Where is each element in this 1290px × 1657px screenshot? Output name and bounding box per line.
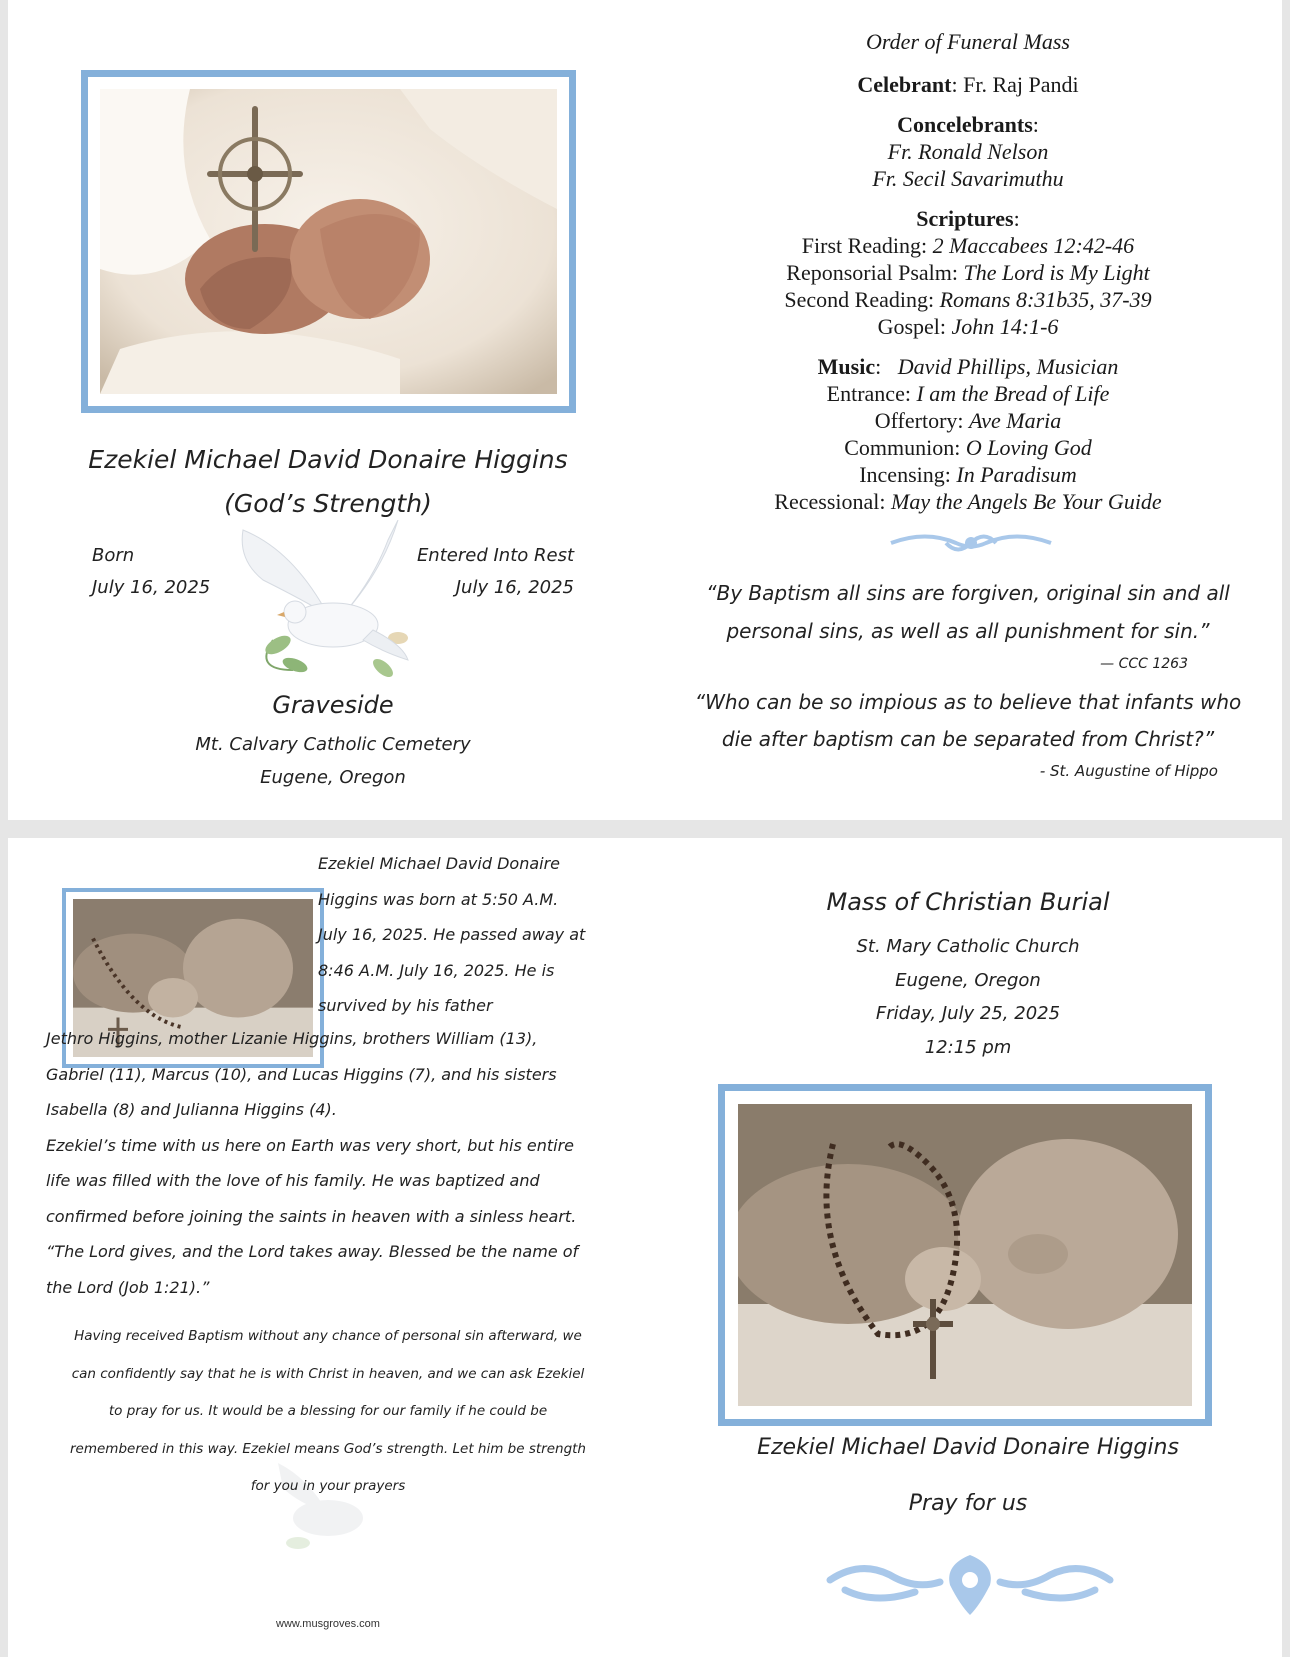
program-outside-page: Ezekiel Michael David Donaire Higgins (God’s Strength) Born July 16, 2025 Entered Into Rest July 16, 2025 Graveside Mt. Calvary Catholic Cemetery Eugene, Oregon Order of Funeral Mass Celebrant: Fr. Raj Pandi Concelebrants: Fr. Ronald Nelson Fr. Secil Savarimuthu Scriptures: First Reading: 2 Maccabees 12:42-46 Reponsorial Psalm: The Lord is My Light Second Reading: Romans 8:31b35, 37-39 Gospel: John 14:1-6 Music: David Phillips, Musician Entrance: I am the Bread of Life Offertory: Ave Maria Communion: O Loving God Incensing: In Paradisum Recessional: May the Angels Be Your Guide “By Baptism all sins are forgiven, original sin and all personal sins, as well as all punishment for sin.” — CCC 1263 “Who can be so impious as to believe that infants who die after baptism can be separated from Christ?” - St. Augustine of Hippo xyxy=(8,0,1282,820)
concelebrant-1: Fr. Ronald Nelson xyxy=(887,139,1049,164)
music-recessional: Recessional: May the Angels Be Your Guide xyxy=(774,489,1162,514)
obit-wrap-line-4: 8:46 A.M. July 16, 2025. He is xyxy=(318,960,555,980)
music-entrance: Entrance: I am the Bread of Life xyxy=(826,381,1110,406)
music-offertory: Offertory: Ave Maria xyxy=(874,408,1062,433)
obit-body-line-7: “The Lord gives, and the Lord takes away. Blessed be the name of xyxy=(46,1242,579,1261)
mass-time: 12:15 pm xyxy=(924,1036,1012,1058)
reading-first: First Reading: 2 Maccabees 12:42-46 xyxy=(801,233,1135,258)
concelebrant-2: Fr. Secil Savarimuthu xyxy=(872,166,1064,191)
concelebrants-label: Concelebrants xyxy=(897,112,1033,137)
graveside-label: Graveside xyxy=(272,691,394,719)
obit-body-line-8: the Lord (Job 1:21).” xyxy=(46,1277,210,1297)
name-meaning: (God’s Strength) xyxy=(224,489,432,518)
music-incensing: Incensing: In Paradisum xyxy=(859,462,1077,487)
music-communion: Communion: O Loving God xyxy=(844,435,1092,460)
mass-date: Friday, July 25, 2025 xyxy=(875,1003,1061,1024)
church-name: St. Mary Catholic Church xyxy=(856,936,1080,957)
reading-gospel: Gospel: John 14:1-6 xyxy=(877,314,1059,339)
rest-date: July 16, 2025 xyxy=(455,577,574,598)
obit-body-line-5: life was filled with the love of his family. He was baptized and xyxy=(46,1171,540,1190)
born-label: Born xyxy=(92,545,135,566)
celebrant-label: Celebrant xyxy=(857,72,952,97)
obit-body-line-2: Gabriel (11), Marcus (10), and Lucas Higgins (7), and his sisters xyxy=(46,1064,557,1084)
obit-body-line-3: Isabella (8) and Julianna Higgins (4). xyxy=(46,1100,337,1119)
celebrant-name: : Fr. Raj Pandi xyxy=(951,72,1079,97)
obit-body-line-4: Ezekiel’s time with us here on Earth was very short, but his entire xyxy=(46,1135,575,1155)
flourish-ornament-icon xyxy=(820,1550,1120,1620)
baptism-quote-line-2: personal sins, as well as all punishment for sin.” xyxy=(726,619,1210,643)
obit-body-line-6: confirmed before joining the saints in heaven with a sinless heart. xyxy=(46,1206,577,1226)
pray-for-us: Pray for us xyxy=(908,1491,1028,1516)
cemetery-name: Mt. Calvary Catholic Cemetery xyxy=(195,734,471,755)
obit-wrap-line-2: Higgins was born at 5:50 A.M. xyxy=(318,889,559,909)
obit-body-line-1: Jethro Higgins, mother Lizanie Higgins, brothers William (13), xyxy=(46,1029,538,1048)
born-date: July 16, 2025 xyxy=(92,577,211,598)
deceased-name: Ezekiel Michael David Donaire Higgins xyxy=(88,445,568,474)
closing-line-3: to pray for us. It would be a blessing for our family if he could be xyxy=(108,1403,548,1419)
memorial-photo-frame xyxy=(718,1084,1212,1426)
obit-wrap-line-1: Ezekiel Michael David Donaire xyxy=(318,854,561,873)
reading-psalm: Reponsorial Psalm: The Lord is My Light xyxy=(786,260,1150,285)
baptism-quote-line-1: “By Baptism all sins are forgiven, original sin and all xyxy=(706,581,1230,605)
memorial-name: Ezekiel Michael David Donaire Higgins xyxy=(757,1435,1179,1460)
rest-label: Entered Into Rest xyxy=(416,545,574,566)
cover-photo-frame xyxy=(81,70,576,413)
scriptures-label: Scriptures xyxy=(916,206,1014,231)
obit-wrap-line-5: survived by his father xyxy=(318,996,493,1015)
sleeping-baby-rosary-photo-large xyxy=(738,1104,1192,1406)
quote2-source: - St. Augustine of Hippo xyxy=(1039,762,1218,780)
closing-line-2: can confidently say that he is with Christ in heaven, and we can ask Ezekiel xyxy=(71,1365,585,1382)
footer-website: www.musgroves.com xyxy=(276,1618,380,1630)
closing-line-5: for you in your prayers xyxy=(250,1478,406,1494)
program-inside-page xyxy=(8,838,1282,1657)
reading-second: Second Reading: Romans 8:31b35, 37-39 xyxy=(784,287,1152,312)
church-city: Eugene, Oregon xyxy=(895,969,1041,991)
music-label: Music xyxy=(817,354,876,379)
flourish-divider-icon xyxy=(886,528,1056,558)
closing-line-4: remembered in this way. Ezekiel means God’s strength. Let him be strength xyxy=(70,1440,586,1457)
closing-line-1: Having received Baptism without any chance of personal sin afterward, we xyxy=(74,1328,582,1344)
obit-wrap-line-3: July 16, 2025. He passed away at xyxy=(318,925,586,944)
hands-with-crucifix-photo xyxy=(100,89,557,394)
augustine-quote-line-2: die after baptism can be separated from Christ?” xyxy=(721,727,1215,751)
augustine-quote-line-1: “Who can be so impious as to believe that infants who xyxy=(694,690,1242,714)
order-title: Order of Funeral Mass xyxy=(866,29,1070,54)
cemetery-city: Eugene, Oregon xyxy=(260,767,406,788)
musician-name: David Phillips, Musician xyxy=(897,354,1119,379)
quote1-source: — CCC 1263 xyxy=(1100,656,1188,672)
mass-title: Mass of Christian Burial xyxy=(826,888,1110,916)
dove-illustration xyxy=(233,520,423,685)
